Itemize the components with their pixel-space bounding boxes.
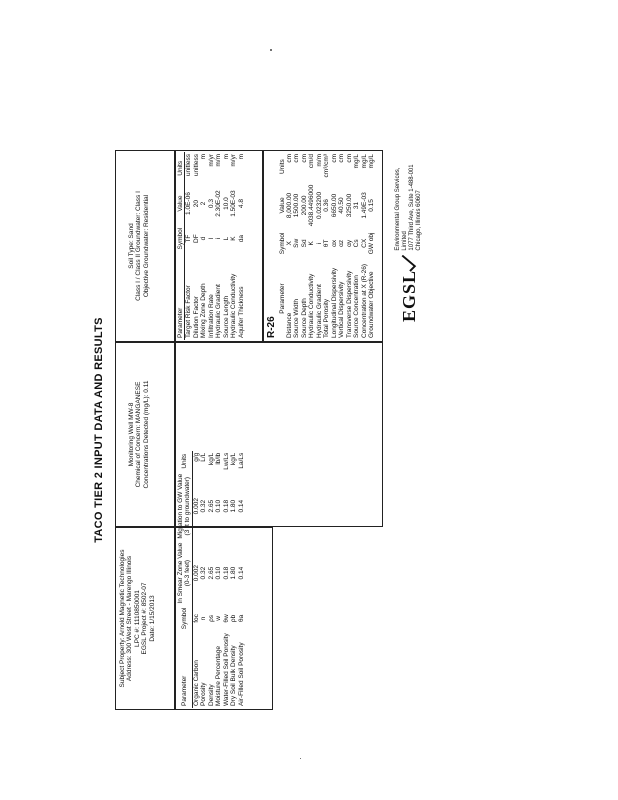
r26-table-row-cell: 200.00 [300, 195, 308, 216]
soil-table-row-cell: g/g [192, 452, 200, 462]
soil-table-row-cell: θw [222, 614, 230, 623]
soil-table-row-cell: 0.002 [192, 498, 200, 515]
soil-table-row-cell: lb/lb [215, 452, 223, 465]
gw-table-row-cell: da [237, 234, 245, 243]
gw-table-row-cell: m [200, 154, 208, 160]
r26-table-row-cell: Source Width [293, 298, 301, 338]
r26-table-row-cell: Source Depth [300, 298, 308, 338]
soil-parameters-box [175, 452, 273, 710]
subject-lpc: LPC #: 1110850001 [133, 590, 141, 647]
soil-table-row-cell: kg/L [230, 452, 238, 466]
gw-table-row-cell: 20 [192, 199, 200, 208]
gw-table-row-cell: 1.50E-03 [230, 190, 238, 217]
monitoring-well: Monitoring Well MW-8 [128, 402, 135, 467]
gw-table-row-cell: Hydraulic Gradient [215, 284, 223, 338]
r26-table-row-cell: Vertical Dispersivity [338, 281, 346, 338]
r26-table-row [323, 152, 330, 340]
r26-title: R-26 [266, 316, 277, 338]
gw-table-row-cell: Mixing Zone Depth [200, 283, 208, 338]
gw-table-row-cell: unitless [185, 154, 193, 177]
soil-table-row-cell: Air-Filled Soil Porosity [237, 642, 245, 706]
r26-table-row-cell: Sw [293, 238, 301, 248]
soil-table-row-cell: 0.14 [237, 566, 245, 580]
gw-col-symbol: Symbol [177, 223, 185, 255]
r26-table-row [368, 152, 375, 340]
gw-table-row-cell: m/m [215, 154, 223, 167]
soil-table-row-cell: ρb [230, 614, 238, 623]
gw-table-row-cell: Target Risk Factor [185, 285, 193, 338]
gw-table-row [208, 152, 215, 340]
egsl-logo: EGSL [398, 269, 419, 322]
soil-table-row-cell: 0.18 [222, 566, 230, 580]
r26-table-row [316, 152, 323, 340]
soil-table-row-cell: Density [207, 684, 215, 706]
gw-table-row-cell: m [237, 154, 245, 160]
gw-table-row-cell: 10.0 [222, 197, 230, 210]
r26-table-row-cell: 0.023200 [315, 191, 323, 220]
r26-table-row-cell: CX [360, 238, 368, 248]
r26-table-row-cell: cm [338, 154, 346, 163]
company-city: Chicago, Illinois 60607 [415, 190, 422, 251]
col-migration-range: (3 ft to groundwater) [184, 476, 192, 536]
r26-col-symbol: Symbol [278, 232, 286, 255]
r26-table-row-cell: cm [330, 154, 338, 163]
subject-property: Subject Property: Arnold Magnetic Technologies [119, 549, 126, 688]
gw-table-row-cell: Source Length [222, 295, 230, 338]
company-street: 1077 Third Ave, Suite 1-488-001 [409, 164, 415, 251]
monitoring-box [115, 342, 175, 527]
r26-table-row-cell: Groundwater Objective [368, 271, 376, 338]
soil-table-row-cell: Moisture Percentage [215, 646, 223, 706]
r26-table-row-cell: Sd [300, 239, 308, 248]
gw-table-row-cell: L [222, 236, 230, 241]
soil-table-row-cell: θa [237, 614, 245, 623]
soil-table-row-cell: 2.65 [207, 566, 215, 580]
gw-table-row [200, 152, 207, 340]
gw-col-units: Units [177, 152, 185, 185]
r26-table-row-cell: Hydraulic Conductivity [308, 273, 316, 338]
r26-table-row [301, 152, 308, 340]
soil-table-row-cell: Organic Carbon [192, 660, 200, 706]
soil-table-row-cell: Lw/Ls [222, 452, 230, 470]
r26-col-units: Units [278, 159, 286, 175]
r26-table-row-cell: 1.49E-03 [360, 192, 368, 219]
r26-table-row-cell: cm [300, 154, 308, 163]
r26-table-row-cell: mg/L [360, 154, 368, 169]
page-title: TACO TIER 2 INPUT DATA AND RESULTS [93, 317, 105, 543]
col-smear [177, 541, 192, 606]
r26-table-row [293, 152, 300, 340]
gw-table-row-cell: 0.3 [207, 199, 215, 209]
col-parameter: Parameter [177, 631, 192, 708]
col-symbol: Symbol [177, 606, 192, 632]
col-smear-range: (0-3 feet) [184, 559, 192, 587]
r26-table-row-cell: 3250.00 [345, 193, 353, 218]
r26-table-row-cell: 4038.4496000 [308, 184, 316, 227]
scan-speck [270, 49, 272, 51]
soil-table-row-cell: Water-Filled Soil Porosity [222, 633, 230, 706]
soil-table-row-cell: La/Ls [237, 452, 245, 469]
r26-table-row-cell: X [285, 241, 293, 246]
soil-table-row-cell: 0.32 [200, 499, 208, 513]
r26-table-row-cell: cm [293, 154, 301, 163]
gw-table-row [185, 152, 193, 340]
r26-table-row [286, 152, 293, 340]
blank-plot-area [175, 342, 383, 527]
gw-col-value: Value [177, 185, 185, 223]
r26-table-row-cell: 8,000.00 [285, 192, 293, 219]
soil-table-row-cell: 0.18 [222, 499, 230, 513]
soil-table-row-cell: 1.80 [230, 499, 238, 513]
r26-table-row-cell: 40.50 [338, 197, 346, 214]
r26-table-row-cell: cm/d [308, 154, 316, 169]
gw-table-row [238, 152, 245, 340]
r26-table-row-cell: αz [338, 239, 346, 247]
r26-table-row-cell: mg/L [353, 154, 361, 169]
soil-table-row-cell: 1.80 [230, 566, 238, 580]
r26-table-row-cell: mg/L [368, 154, 376, 169]
gw-table-row-cell: 2 [200, 201, 208, 206]
r26-box [263, 150, 383, 342]
r26-table-row [353, 152, 360, 340]
gw-table-row-cell: DF [192, 234, 200, 243]
gw-table-row-cell: I [207, 237, 215, 240]
subject-date: Date: 1/15/2013 [148, 595, 156, 642]
gw-col-parameter: Parameter [177, 255, 185, 340]
gw-table-row-cell: Aquifer Thickness [237, 286, 245, 338]
r26-table-row-cell: αy [345, 239, 353, 247]
gw-table-row-cell: m/yr [230, 154, 238, 167]
r26-table-row-cell: 1500.00 [293, 193, 301, 218]
r26-table-row-cell: θT [323, 239, 331, 248]
rotated-page-content [93, 150, 422, 710]
gw-table-row-cell: Dilution Factor [192, 296, 200, 338]
soil-table-row-cell: 0.10 [215, 566, 223, 580]
soil-table-row-cell: n [200, 616, 208, 621]
r26-table-row-cell: i [315, 242, 323, 245]
r26-table-row-cell: cm [345, 154, 353, 163]
col-units: Units [177, 451, 192, 472]
r26-table-row-cell: Longitudinal Dispersivity [330, 267, 338, 338]
soiltype-box [115, 150, 175, 342]
soil-table-row-cell: kg/L [207, 452, 215, 466]
gw-table-row-cell: K [230, 236, 238, 241]
soil-table-row-cell: 0.14 [237, 499, 245, 513]
soil-table-row-cell: 2.65 [207, 499, 215, 513]
groundwater-class: Class I / Class II Groundwater: Class I [135, 191, 143, 301]
soil-table-row-cell: w [215, 616, 223, 621]
gw-table-row-cell: 2.30E-02 [215, 190, 223, 217]
soil-table-row-cell: 0.002 [192, 564, 200, 582]
r26-table-row-cell: Transverse Dispersivity [345, 270, 353, 338]
check-swoosh-icon [401, 255, 417, 272]
gw-table-row [215, 152, 222, 340]
gw-table-row-cell: m [222, 154, 230, 160]
r26-table-row-cell: 0.36 [323, 199, 331, 212]
r26-table-row-cell: αx [330, 239, 338, 247]
r26-table-row-cell: Source Concentration [353, 275, 361, 338]
r26-table-row-cell: cm [285, 154, 293, 163]
company-logo-block [389, 150, 429, 322]
r26-table-row-cell: 31 [353, 201, 361, 210]
col-migration-label: Migration to GW Value [177, 473, 184, 539]
gw-table-row [193, 152, 200, 340]
soil-table-row-cell: Dry Soil Bulk Density [230, 645, 238, 706]
soil-type: Soil Type: Sand [128, 223, 135, 269]
scan-speck [300, 758, 301, 759]
r26-table-row-cell: cm³/cm³ [323, 154, 331, 178]
r26-col-value: Value [278, 197, 286, 214]
r26-col-parameter: Parameter [278, 283, 286, 314]
gw-table-row-cell: 1.0E-06 [185, 192, 193, 215]
soil-table-row-cell: Porosity [200, 682, 208, 706]
subject-box [115, 527, 175, 710]
r26-table [279, 152, 376, 340]
r26-table-row [346, 152, 353, 340]
r26-table-row-cell: Cs [353, 239, 361, 248]
r26-table-row-cell: Hydraulic Gradient [315, 284, 323, 338]
gw-table-row [230, 152, 237, 340]
gw-table-row-cell: TF [185, 234, 193, 243]
company-name: Environmental Group Services, Limited [395, 167, 409, 251]
gw-parameters-box [175, 150, 263, 342]
soil-table-row-cell: ρs [207, 614, 215, 622]
r26-table-row-cell: 0.15 [368, 199, 376, 212]
r26-table-row-cell: Distance [285, 312, 293, 338]
r26-table-row-cell: K [308, 241, 316, 246]
chemical-of-concern: Chemical of Concern: MANGANESE [135, 381, 143, 488]
r26-table-row-cell: GW obj [368, 232, 376, 255]
soil-table-row-cell: 0.10 [215, 499, 223, 513]
subject-project: EGSL Project #: 8502-07 [141, 582, 149, 655]
soil-table-row-cell: 0.32 [200, 566, 208, 580]
r26-table-row-cell: Concentration at X (R-26) [360, 263, 368, 338]
r26-table-row-cell: 6650.00 [330, 193, 338, 218]
col-smear-label: In Smear Zone Value [177, 542, 184, 604]
gw-table-row-cell: i [215, 237, 223, 240]
concentration-detected: Concentrations Detected (mg/L): 0.11 [142, 380, 150, 489]
r26-table-row [331, 152, 338, 340]
r26-table-row-cell: Total Porosity [323, 298, 331, 338]
gw-table-row [223, 152, 230, 340]
gw-table-row-cell: unitless [192, 154, 200, 177]
gw-table-row-cell: d [200, 236, 208, 241]
soil-table-row-cell: foc [192, 614, 200, 623]
subject-address: Address: 300 West Street - Marengo Illinois [126, 555, 134, 682]
r26-table-row [308, 152, 315, 340]
gw-table-row-cell: m/yr [207, 154, 215, 167]
soil-table-row-cell: L/L [200, 452, 208, 462]
gw-table-row-cell: Infiltration Rate [207, 294, 215, 338]
r26-table-row [361, 152, 368, 340]
gw-parameters-table [177, 152, 245, 340]
gw-table-row-cell: 4.8 [237, 199, 245, 209]
r26-table-row-cell: m/m [315, 154, 323, 167]
r26-table-row [338, 152, 345, 340]
objective-groundwater: Objective Groundwater: Residential [142, 194, 150, 298]
gw-table-row-cell: Hydraulic Conductivity [230, 273, 238, 338]
company-address [395, 150, 423, 251]
